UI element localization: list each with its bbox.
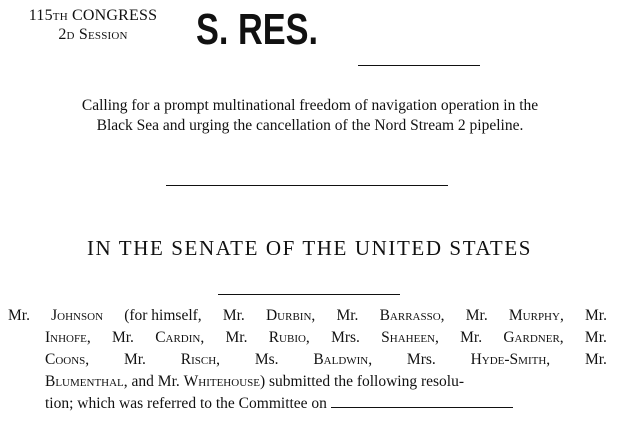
sponsor-name: Murphy, bbox=[508, 307, 564, 324]
resolution-label: S. RES. bbox=[196, 5, 319, 54]
sponsor-word: (for himself, bbox=[124, 307, 202, 324]
sponsor-line bbox=[8, 393, 607, 415]
sponsor-word: Ms. bbox=[254, 351, 279, 368]
committee-name-blank bbox=[331, 393, 513, 408]
resolution-title bbox=[20, 96, 600, 136]
sponsors-paragraph bbox=[8, 305, 607, 415]
title-line: Black Sea and urging the cancellation of the Nord Stream 2 pipeline. bbox=[96, 117, 524, 134]
sponsor-name: Risch, bbox=[180, 351, 221, 368]
sponsor-name: Coons, bbox=[45, 351, 90, 368]
sponsor-name: Johnson bbox=[51, 307, 104, 324]
chamber-heading: IN THE SENATE OF THE UNITED STATES bbox=[86, 236, 533, 260]
sponsor-word: Mr. bbox=[123, 351, 146, 368]
sponsor-word: and Mr. bbox=[127, 373, 184, 390]
sponsor-name: Cardin, bbox=[155, 329, 205, 346]
sponsor-word: Mr. bbox=[111, 329, 134, 346]
sponsor-word: ) submitted the following resolu- bbox=[259, 373, 465, 390]
sponsor-word: Mr. bbox=[584, 329, 607, 346]
sponsor-word: Mr. bbox=[222, 307, 245, 324]
sponsor-word: Mr. bbox=[336, 307, 359, 324]
sponsor-name: Barrasso, bbox=[379, 307, 445, 324]
sponsor-name: Whitehouse bbox=[183, 373, 260, 390]
title-line: Calling for a prompt multinational freedom of navigation operation in the bbox=[81, 97, 539, 114]
sponsor-word: Mrs. bbox=[331, 329, 360, 346]
sponsor-word: Mr. bbox=[585, 307, 607, 324]
sponsor-line bbox=[8, 371, 607, 393]
sponsor-name: Rubio, bbox=[268, 329, 310, 346]
sponsor-line bbox=[8, 327, 607, 349]
sponsor-line bbox=[8, 349, 607, 371]
sponsor-line bbox=[8, 305, 607, 327]
sponsor-word: Mr. bbox=[584, 351, 607, 368]
sponsor-word: Mrs. bbox=[406, 351, 436, 368]
divider-rule-short bbox=[218, 294, 400, 295]
sponsor-name: Hyde-Smith, bbox=[470, 351, 551, 368]
sponsor-word: Mr. bbox=[8, 307, 30, 324]
sponsor-name: Gardner, bbox=[503, 329, 564, 346]
session-label: 2d Session bbox=[58, 26, 128, 43]
sponsor-name: Durbin, bbox=[265, 307, 316, 324]
sponsor-word: Mr. bbox=[460, 329, 483, 346]
resolution-number-blank bbox=[358, 65, 480, 66]
sponsor-name: Shaheen, bbox=[381, 329, 439, 346]
sponsor-name: Blumenthal, bbox=[45, 373, 128, 390]
sponsor-name: Inhofe, bbox=[45, 329, 91, 346]
sponsor-word: Mr. bbox=[465, 307, 488, 324]
congress-session-block bbox=[8, 6, 178, 44]
sponsor-name: Baldwin, bbox=[313, 351, 373, 368]
divider-rule bbox=[166, 185, 448, 186]
sponsor-word: Mr. bbox=[225, 329, 248, 346]
committee-referral-text: tion; which was referred to the Committee on bbox=[45, 395, 327, 412]
congress-number: 115th CONGRESS bbox=[28, 7, 158, 24]
